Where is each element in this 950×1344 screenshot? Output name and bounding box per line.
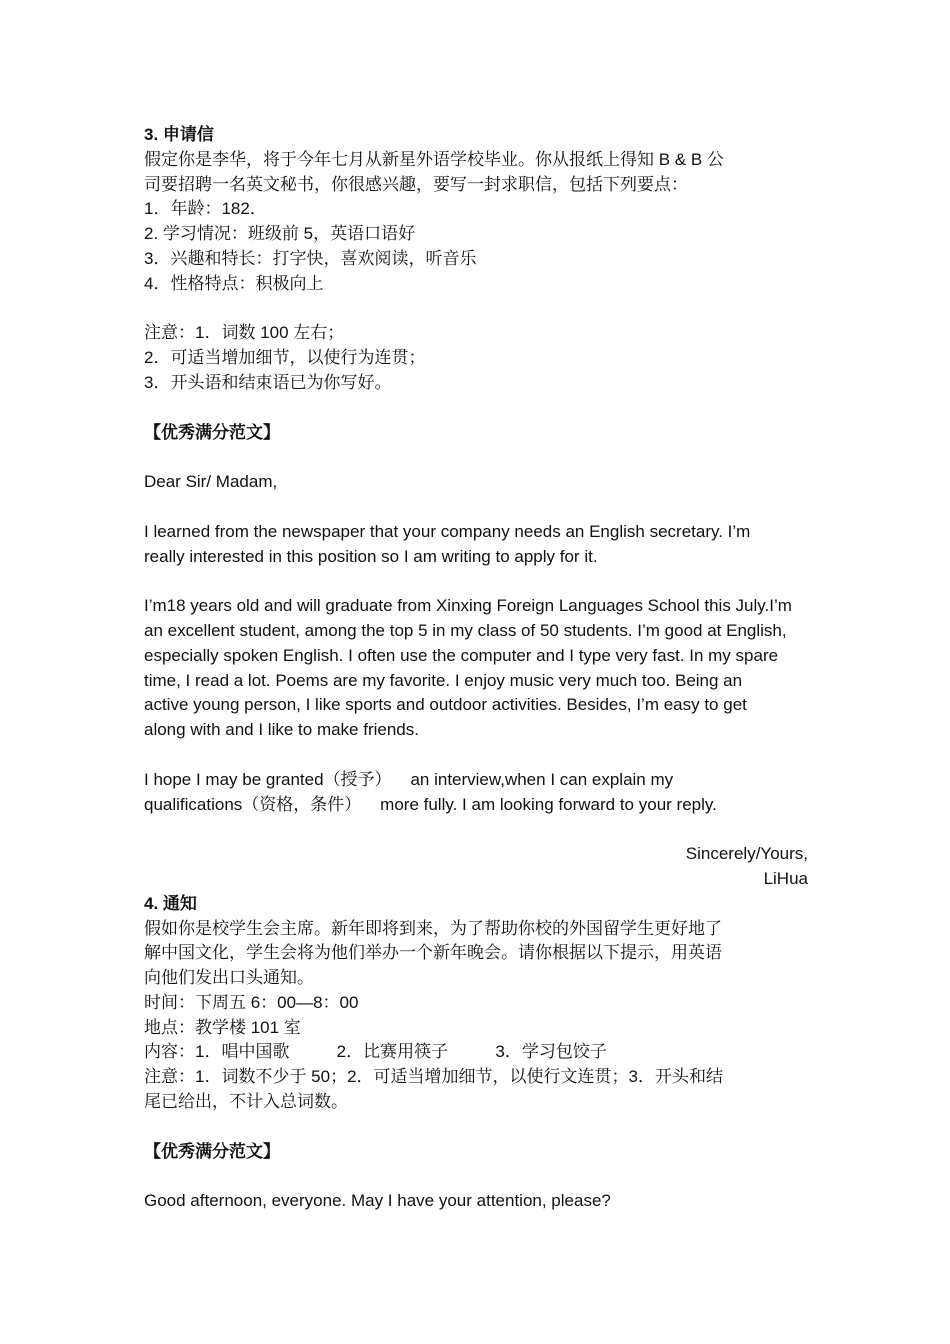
notice-opening: Good afternoon, everyone. May I have your attention, please? [144,1191,611,1211]
section-4-prompt-line: 向他们发出口头通知。 [144,968,314,988]
blank-line [144,569,808,594]
notice-place: 地点：教学楼 101 室 [144,1017,301,1037]
letter-paragraph-line: I learned from the newspaper that your company needs an English secretary. I’m [144,521,751,541]
section-3-prompt-line: 司要招聘一名英文秘书，你很感兴趣，要写一封求职信，包括下列要点： [144,174,688,194]
letter-greeting: Dear Sir/ Madam, [144,472,278,492]
letter-signature: LiHua [763,868,808,888]
blank-line [144,495,808,520]
blank-line [144,297,808,322]
notice-time: 时间：下周五 6：00—8：00 [144,992,359,1012]
requirement-point: 3．兴趣和特长：打字快，喜欢阅读，听音乐 [144,248,477,268]
letter-paragraph-line: an excellent student, among the top 5 in my class of 50 students. I’m good at English, [144,620,787,640]
letter-paragraph-line: qualifications（资格，条件） more fully. I am looking forward to your reply. [144,794,717,814]
requirement-point: 4．性格特点：积极向上 [144,273,324,293]
blank-line [144,445,808,470]
note-line: 注意：1．词数不少于 50；2．可适当增加细节，以使行文连贯；3．开头和结 [144,1067,723,1087]
sample-essay-heading: 【优秀满分范文】 [144,422,280,442]
section-4-prompt-line: 假如你是校学生会主席。新年即将到来，为了帮助你校的外国留学生更好地了 [144,918,722,938]
letter-paragraph-line: especially spoken English. I often use the computer and I type very fast. In my spare [144,645,779,665]
letter-paragraph-line: I hope I may be granted（授予） an interview,when I can explain my [144,769,674,789]
blank-line [144,743,808,768]
section-3-prompt-line: 假定你是李华，将于今年七月从新星外语学校毕业。你从报纸上得知 B & B 公 [144,149,724,169]
note-line: 尾已给出，不计入总词数。 [144,1092,348,1112]
document-page [144,123,808,1214]
blank-line [144,1164,808,1189]
note-line: 注意：1．词数 100 左右； [144,323,345,343]
requirement-point: 2. 学习情况：班级前 5，英语口语好 [144,224,416,244]
sample-essay-heading: 【优秀满分范文】 [144,1141,280,1161]
letter-paragraph-line: time, I read a lot. Poems are my favorite. I enjoy music very much too. Being an [144,670,743,690]
notice-content: 内容：1．唱中国歌 2．比赛用筷子 3．学习包饺子 [144,1042,607,1062]
section-4-prompt-line: 解中国文化，学生会将为他们举办一个新年晚会。请你根据以下提示，用英语 [144,943,722,963]
blank-line [144,817,808,842]
requirement-point: 1．年龄：182． [144,199,267,219]
letter-paragraph-line: active young person, I like sports and outdoor activities. Besides, I’m easy to get [144,695,747,715]
section-3-heading: 3. 申请信 [144,125,214,144]
letter-paragraph-line: along with and I like to make friends. [144,720,419,740]
blank-line [144,396,808,421]
letter-paragraph-line: really interested in this position so I am writing to apply for it. [144,546,598,566]
note-line: 2．可适当增加细节，以使行为连贯； [144,348,426,368]
letter-closing: Sincerely/Yours, [685,844,808,864]
letter-paragraph-line: I’m18 years old and will graduate from Xinxing Foreign Languages School this July.I’m [144,596,792,616]
note-line: 3．开头语和结束语已为你写好。 [144,372,392,392]
blank-line [144,1115,808,1140]
section-4-heading: 4. 通知 [144,893,197,913]
